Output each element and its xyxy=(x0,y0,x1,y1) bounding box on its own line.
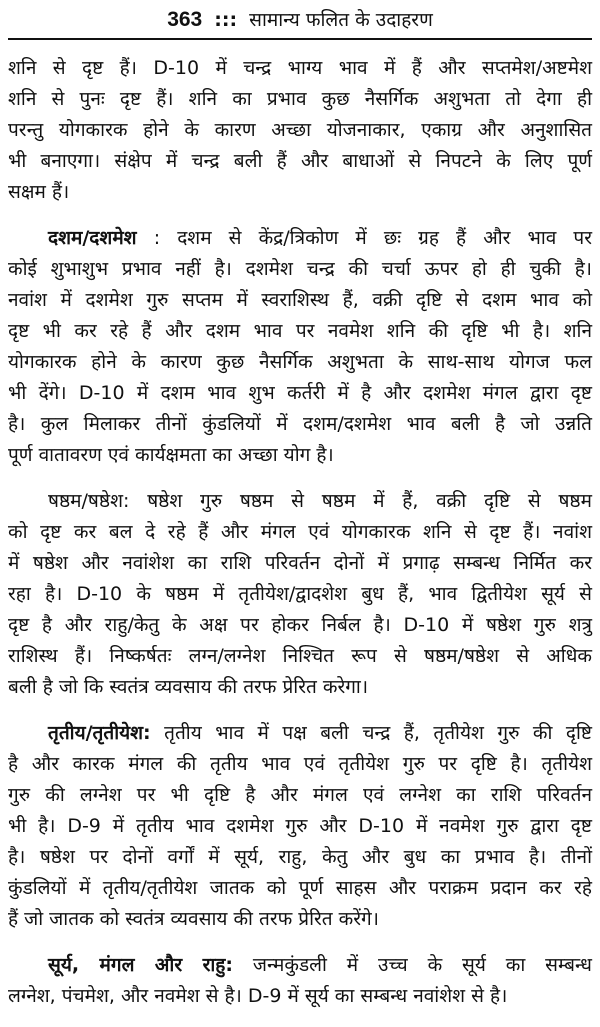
line-text: जन्मकुंडली में उच्च के सूर्य का सम्बन्ध xyxy=(232,954,592,976)
line-text: दृष्ट भी कर रहे हैं और दशम भाव पर नवमेश शनि की दृष्टि भी है। शनि xyxy=(8,320,592,342)
text-line xyxy=(8,146,592,177)
line-text: योगकारक होने के कारण कुछ नैसर्गिक अशुभता के साथ-साथ योगज फल xyxy=(8,351,592,373)
text-line xyxy=(8,316,592,347)
line-text: में षष्ठेश और नवांशेश का राशि परिवर्तन दोनों में प्रगाढ़ सम्बन्ध निर्मित कर xyxy=(8,552,592,574)
text-line xyxy=(8,440,592,471)
text-line xyxy=(8,718,592,749)
text-line xyxy=(8,842,592,873)
running-header xyxy=(0,6,600,32)
text-line xyxy=(8,285,592,316)
text-line xyxy=(8,409,592,440)
body-text xyxy=(8,53,592,1027)
paragraph xyxy=(8,486,592,703)
text-line xyxy=(8,177,592,208)
line-text: नवांश में दशमेश गुरु सप्तम में स्वराशिस्थ हैं, वक्री दृष्टि से दशम भाव को xyxy=(8,289,592,311)
line-text: भी देंगे। D-10 में दशम भाव शुभ कर्तरी में है और दशमेश मंगल द्वारा दृष्ट xyxy=(8,382,592,404)
section-heading: दशम/दशमेश xyxy=(48,227,137,249)
text-line xyxy=(8,53,592,84)
section-heading: तृतीय/तृतीयेश: xyxy=(48,722,151,744)
text-line xyxy=(8,873,592,904)
line-text: रहा है। D-10 के षष्ठम में तृतीयेश/द्वादशेश बुध हैं, भाव द्वितीयेश सूर्य से xyxy=(8,583,592,605)
line-text: है और कारक मंगल की तृतीय भाव एवं तृतीयेश गुरु पर दृष्टि है। तृतीयेश xyxy=(8,753,592,775)
text-line xyxy=(8,904,592,935)
paragraph xyxy=(8,718,592,935)
line-text: षष्ठम/षष्ठेश: षष्ठेश गुरु षष्ठम से षष्ठम में हैं, वक्री दृष्टि से षष्ठम xyxy=(48,490,592,512)
text-line xyxy=(8,749,592,780)
header-separator: ::: xyxy=(214,9,238,31)
paragraph xyxy=(8,950,592,1012)
line-text: : दशम से केंद्र/त्रिकोण में छः ग्रह हैं और भाव पर xyxy=(136,227,592,249)
line-text: भी बनाएगा। संक्षेप में चन्द्र बली हैं और बाधाओं से निपटने के लिए पूर्ण xyxy=(8,150,592,172)
line-text: राशिस्थ हैं। निष्कर्षतः लग्न/लग्नेश निश्चित रूप से षष्ठम/षष्ठेश से अधिक xyxy=(8,645,592,667)
text-line xyxy=(8,780,592,811)
line-text: है। षष्ठेश पर दोनों वर्गों में सूर्य, राहु, केतु और बुध का प्रभाव है। तीनों xyxy=(8,846,592,868)
text-line xyxy=(8,223,592,254)
line-text: पूर्ण वातावरण एवं कार्यक्षमता का अच्छा योग है। xyxy=(8,444,334,466)
paragraph xyxy=(8,223,592,471)
line-text: परन्तु योगकारक होने के कारण अच्छा योजनाकार, एकाग्र और अनुशासित xyxy=(8,119,592,141)
page-number: 363 xyxy=(167,8,203,31)
text-line xyxy=(8,811,592,842)
text-line xyxy=(8,84,592,115)
line-text: भी है। D-9 में तृतीय भाव दशमेश गुरु और D-10 में नवमेश गुरु द्वारा दृष्ट xyxy=(8,815,592,837)
line-text: शनि से पुनः दृष्ट हैं। शनि का प्रभाव कुछ नैसर्गिक अशुभता तो देगा ही xyxy=(8,88,592,110)
text-line xyxy=(8,610,592,641)
line-text: है। कुल मिलाकर तीनों कुंडलियों में दशम/दशमेश भाव बली है जो उन्नति xyxy=(8,413,592,435)
line-text: सक्षम हैं। xyxy=(8,181,70,203)
line-text: कुंडलियों में तृतीय/तृतीयेश जातक को पूर्ण साहस और पराक्रम प्रदान कर रहे xyxy=(8,877,592,899)
text-line xyxy=(8,579,592,610)
paragraph xyxy=(8,53,592,208)
line-text: दृष्ट है और राहु/केतु के अक्ष पर होकर निर्बल है। D-10 में षष्ठेश गुरु शत्रु xyxy=(8,614,592,636)
line-text: बली है जो कि स्वतंत्र व्यवसाय की तरफ प्रेरित करेगा। xyxy=(8,676,369,698)
text-line xyxy=(8,950,592,981)
text-line xyxy=(8,672,592,703)
line-text: को दृष्ट कर बल दे रहे हैं और मंगल एवं योगकारक शनि से दृष्ट हैं। नवांश xyxy=(8,521,592,543)
text-line xyxy=(8,486,592,517)
text-line xyxy=(8,378,592,409)
line-text: शनि से दृष्ट हैं। D-10 में चन्द्र भाग्य भाव में हैं और सप्तमेश/अष्टमेश xyxy=(8,57,592,79)
text-line xyxy=(8,347,592,378)
section-heading: सूर्य, मंगल और राहु: xyxy=(48,954,233,976)
line-text: लग्नेश, पंचमेश, और नवमेश से है। D-9 में सूर्य का सम्बन्ध नवांशेश से है। xyxy=(8,985,508,1007)
line-text: गुरु की लग्नेश पर भी दृष्टि है और मंगल एवं लग्नेश का राशि परिवर्तन xyxy=(8,784,592,806)
text-line xyxy=(8,115,592,146)
line-text: तृतीय भाव में पक्ष बली चन्द्र हैं, तृतीयेश गुरु की दृष्टि xyxy=(150,722,592,744)
text-line xyxy=(8,641,592,672)
text-line xyxy=(8,517,592,548)
line-text: हैं जो जातक को स्वतंत्र व्यवसाय की तरफ प्रेरित करेंगे। xyxy=(8,908,379,930)
text-line xyxy=(8,548,592,579)
chapter-title: सामान्य फलित के उदाहरण xyxy=(249,9,433,31)
text-line xyxy=(8,981,592,1012)
line-text: कोई शुभाशुभ प्रभाव नहीं है। दशमेश चन्द्र की चर्चा ऊपर हो ही चुकी है। xyxy=(8,258,592,280)
text-line xyxy=(8,254,592,285)
header-rule xyxy=(8,38,592,40)
